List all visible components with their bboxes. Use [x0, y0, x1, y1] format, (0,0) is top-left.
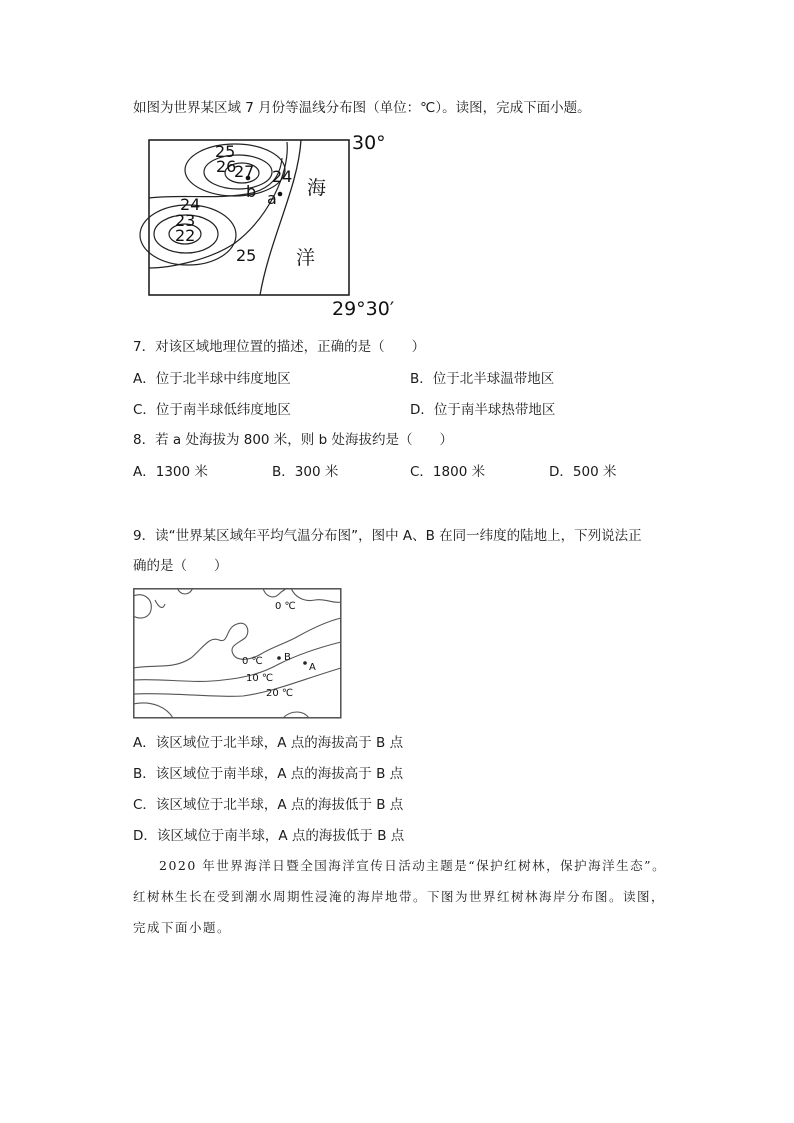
q8-option-c[interactable]: C．1800 米 — [410, 464, 486, 480]
iso-label-23: 23 — [175, 211, 196, 230]
q8-option-b[interactable]: B．300 米 — [272, 464, 339, 480]
iso-10-label: 10 ℃ — [246, 673, 274, 684]
iso-20-label: 20 ℃ — [266, 688, 294, 699]
q9-stem-line2: 确的是（ ） — [133, 558, 228, 574]
latitude-top-label: 30° — [352, 132, 386, 154]
latitude-bottom-label: 29°30′ — [332, 298, 395, 320]
passage-line-3: 完成下面小题。 — [133, 920, 232, 935]
intro-text: 如图为世界某区域 7 月份等温线分布图（单位：℃）。读图，完成下面小题。 — [133, 100, 591, 116]
land-blob-1 — [133, 595, 151, 618]
point-A-marker — [303, 661, 307, 665]
iso-label-24-left: 24 — [180, 195, 201, 214]
q9-option-b[interactable]: B．该区域位于南半球，A 点的海拔高于 B 点 — [133, 766, 404, 782]
isotherm-0-top — [291, 588, 341, 602]
coastline — [260, 140, 301, 295]
q9-option-d[interactable]: D．该区域位于南半球，A 点的海拔低于 B 点 — [133, 828, 405, 844]
q7-option-c[interactable]: C．位于南半球低纬度地区 — [133, 402, 291, 418]
q9-option-a[interactable]: A．该区域位于北半球，A 点的海拔高于 B 点 — [133, 735, 404, 751]
isotherm-map-1 — [140, 128, 400, 324]
sea-char-1: 海 — [307, 177, 327, 199]
iso-0-mid-label: 0 ℃ — [242, 656, 263, 667]
iso-label-26: 26 — [216, 157, 237, 176]
point-a-label: a — [267, 189, 277, 208]
q8-option-a[interactable]: A．1300 米 — [133, 464, 208, 480]
iso-label-27: 27 — [234, 162, 255, 181]
sea-char-2: 洋 — [296, 247, 316, 269]
q7-option-d[interactable]: D．位于南半球热带地区 — [410, 402, 556, 418]
point-B-marker — [277, 656, 281, 660]
q9-stem-line1: 9．读“世界某区域年平均气温分布图”，图中 A、B 在同一纬度的陆地上，下列说法正 — [133, 528, 642, 544]
q9-option-c[interactable]: C．该区域位于北半球，A 点的海拔低于 B 点 — [133, 797, 404, 813]
point-A-label: A — [309, 662, 316, 673]
q7-stem: 7．对该区域地理位置的描述，正确的是（ ） — [133, 339, 426, 355]
q7-option-a[interactable]: A．位于北半球中纬度地区 — [133, 371, 291, 387]
temperature-map-2 — [133, 588, 343, 720]
q7-option-b[interactable]: B．位于北半球温带地区 — [410, 371, 555, 387]
q8-option-d[interactable]: D．500 米 — [549, 464, 617, 480]
passage-line-1: 2020 年世界海洋日暨全国海洋宣传日活动主题是“保护红树林，保护海洋生态”。 — [159, 858, 667, 873]
point-b-label: b — [246, 182, 257, 201]
iso-label-22: 22 — [175, 226, 196, 245]
q8-stem: 8．若 a 处海拔为 800 米，则 b 处海拔约是（ ） — [133, 432, 453, 448]
iso-label-25: 25 — [215, 142, 236, 161]
point-a-marker — [278, 192, 283, 197]
iso-label-25-bottom: 25 — [236, 246, 257, 265]
passage-line-2: 红树林生长在受到潮水周期性浸淹的海岸地带。下图为世界红树林海岸分布图。读图， — [133, 889, 666, 904]
map2-frame — [134, 589, 341, 718]
isotherm-0-mid — [133, 618, 341, 668]
point-B-label: B — [284, 652, 291, 663]
iso-0-top-label: 0 ℃ — [275, 601, 296, 612]
iso-label-24-right: 24 — [272, 167, 293, 186]
